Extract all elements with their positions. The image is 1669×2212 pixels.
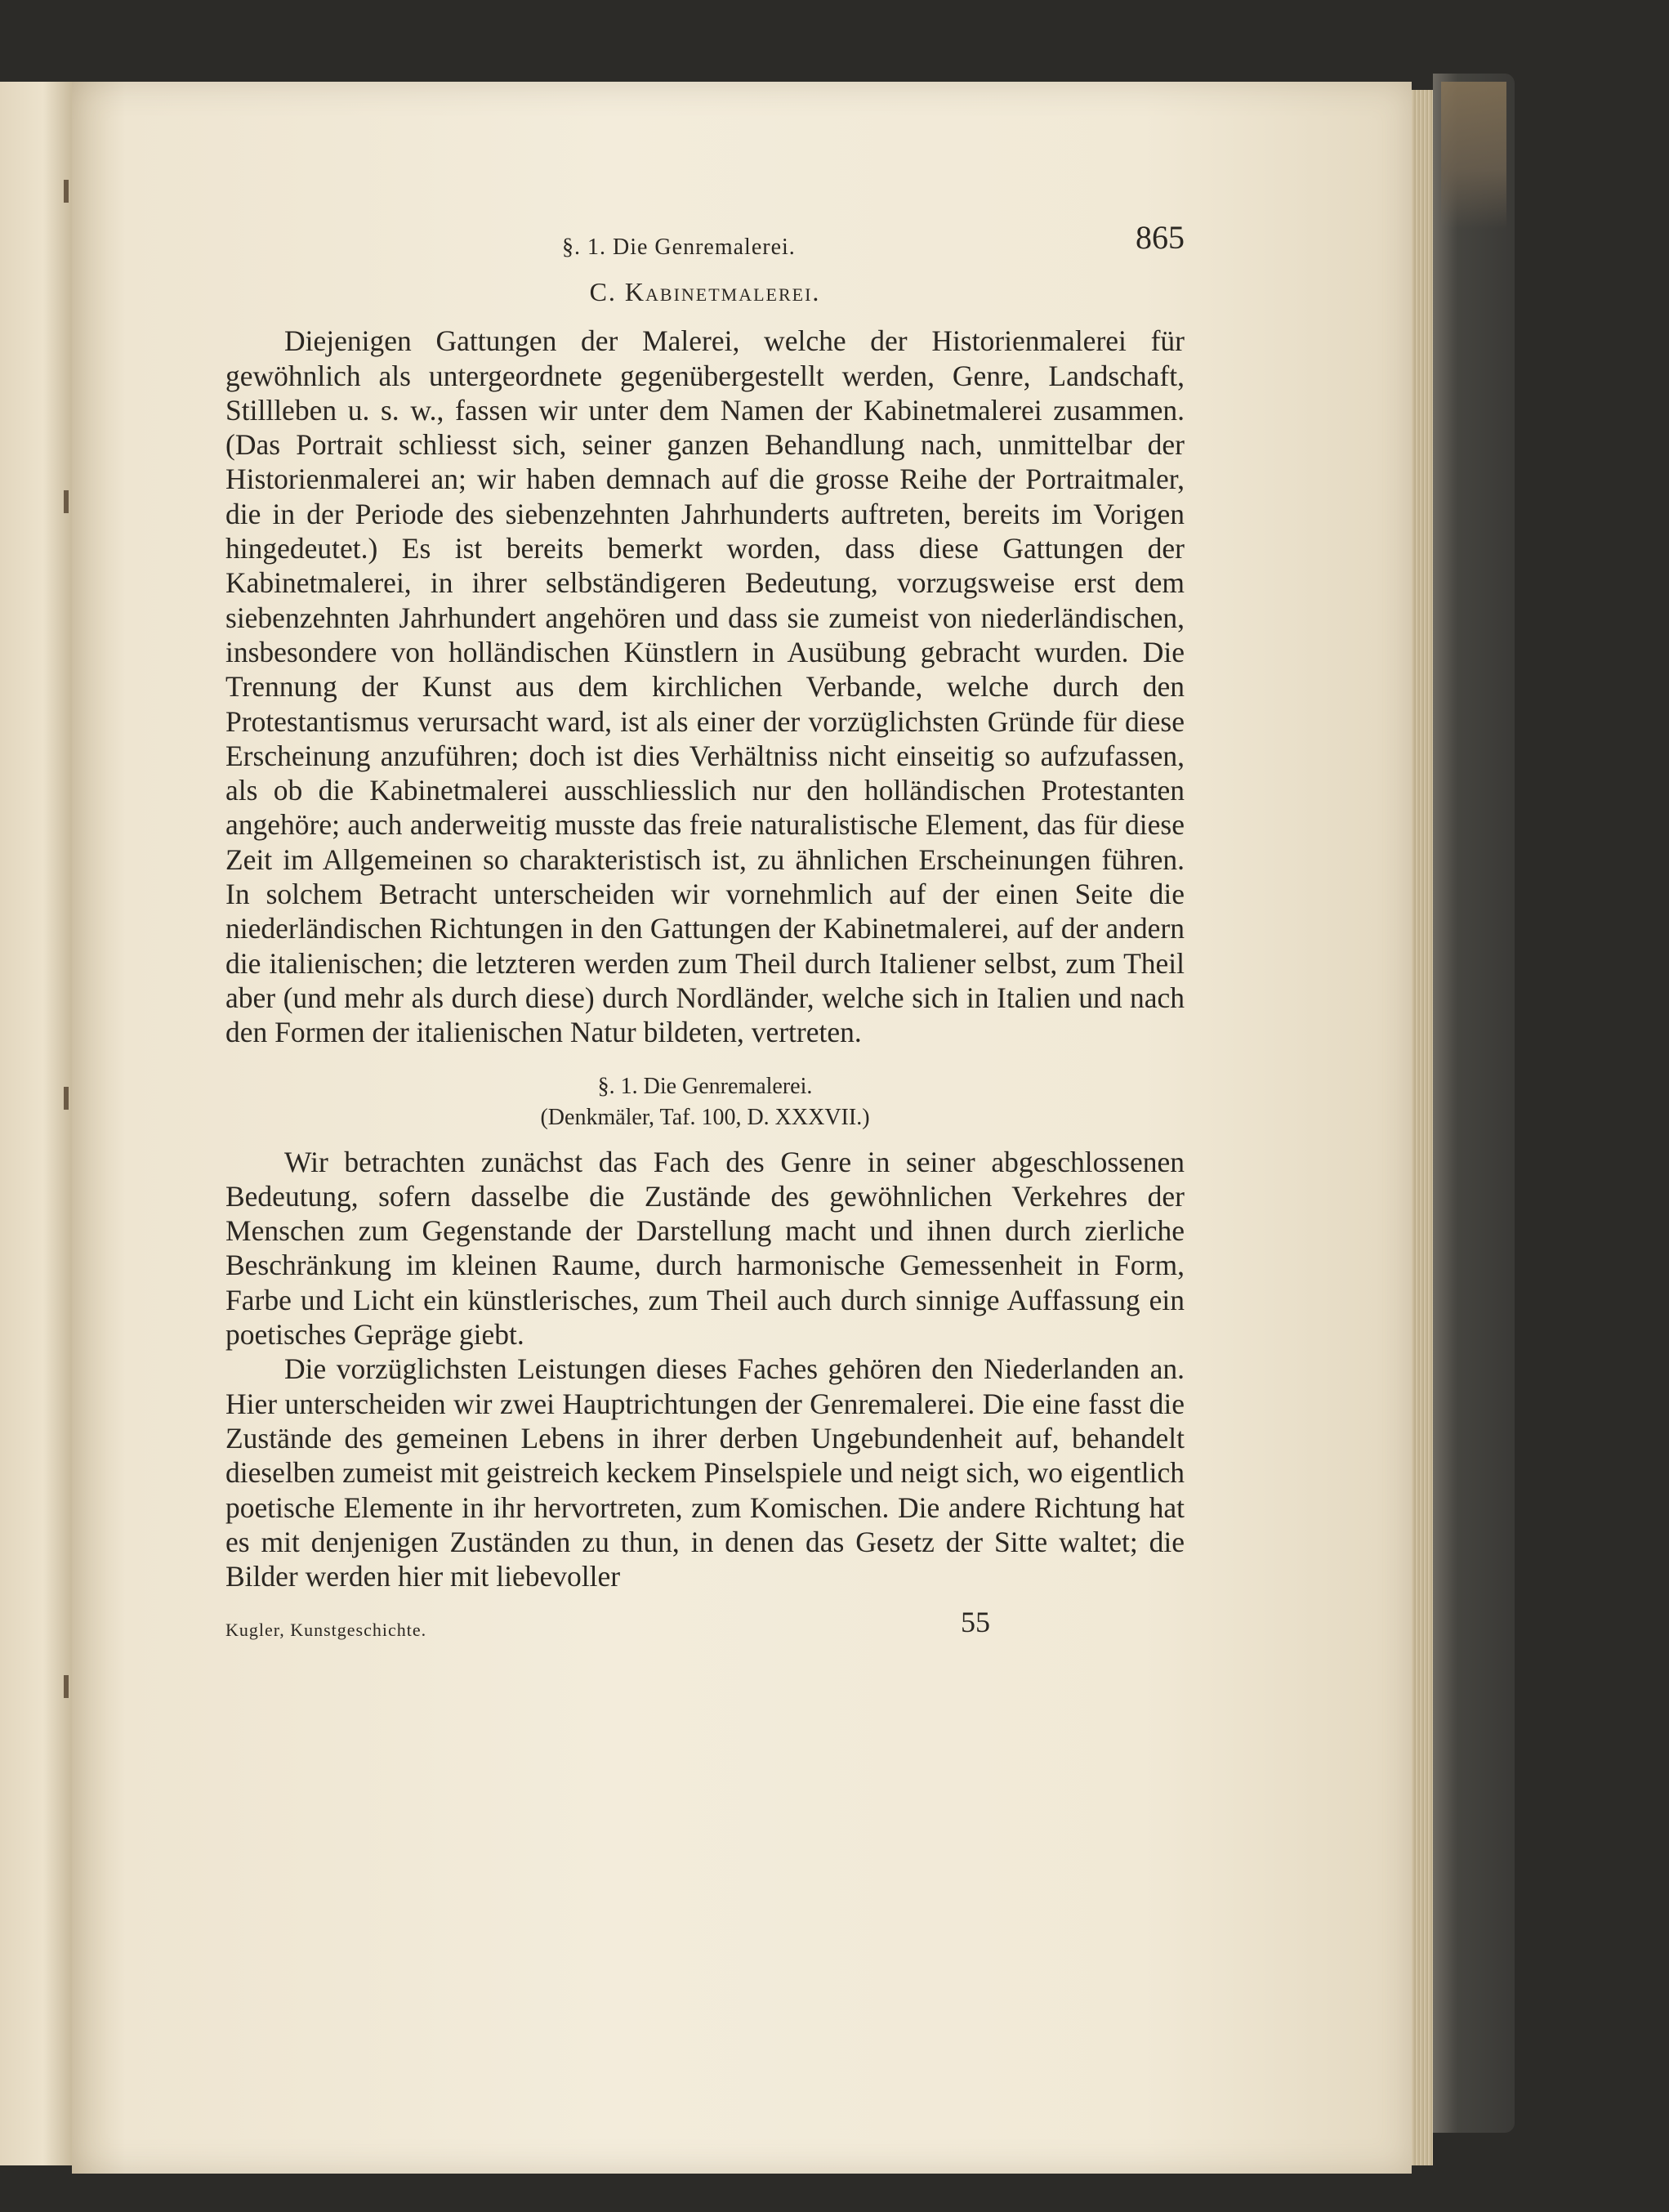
paragraph: Die vorzüglichsten Leistungen dieses Faches gehören den Niederlanden an. Hier unterscheiden wir zwei Hauptrichtungen der Genremalerei. Die eine fasst die Zustände des gemeinen Lebens in ihrer derben Ungebundenheit auf, behandelt dieselben zumeist mit geistreich keckem Pinselspiele und neigt sich, wo eigentlich poetische Elemente in ihr hervortreten, zum Komischen. Die andere Richtung hat es mit denjenigen Zuständen zu thun, in denen das Gesetz der Sitte waltet; die Bilder werden hier mit liebevoller [225,1352,1185,1593]
paragraph: Diejenigen Gattungen der Malerei, welche der Historienmalerei für gewöhnlich als untergeordnete gegenübergestellt werden, Genre, Landschaft, Stillleben u. s. w., fassen wir unter dem Namen der Kabinetmalerei zusammen. (Das Portrait schliesst sich, seiner ganzen Behandlung nach, unmittelbar der Historienmalerei an; wir haben demnach auf die grosse Reihe der Portraitmaler, die in der Periode des siebenzehnten Jahrhunderts auftreten, bereits im Vorigen hingedeutet.) Es ist bereits bemerkt worden, dass diese Gattungen der Kabinetmalerei, in ihrer selbständigeren Bedeutung, vorzugsweise erst dem siebenzehnten Jahrhundert angehören und dass sie zumeist von niederländischen, insbesondere von holländischen Künstlern in Ausübung gebracht wurden. Die Trennung der Kunst aus dem kirchlichen Verbande, welche durch den Protestantismus verursacht ward, ist als einer der vorzüglichsten Gründe für diese Erscheinung anzuführen; doch ist dies Verhältniss nicht einseitig so aufzufassen, als ob die Kabinetmalerei ausschliesslich nur den holländischen Protestanten angehöre; auch anderweitig musste das freie naturalistische Element, das für diese Zeit im Allgemeinen so charakteristisch ist, zu ähnlichen Erscheinungen führen. In solchem Betracht unterscheiden wir vornehmlich auf der einen Seite die niederländischen Richtungen in den Gattungen der Kabinetmalerei, auf der andern die italienischen; die letzteren werden zum Theil durch Italiener selbst, zum Theil aber (und mehr als durch diese) durch Nordländer, welche sich in Italien und nach den Formen der italienischen Natur bildeten, vertreten. [225,324,1185,1049]
subsection-reference: (Denkmäler, Taf. 100, D. XXXVII.) [540,1104,870,1130]
cover-wear [1441,82,1506,229]
subsection-title: §. 1. Die Genremalerei. [597,1073,813,1099]
page-mark [64,490,69,513]
sheet-number: 55 [961,1606,990,1639]
page-mark [64,1675,69,1698]
page-mark [64,180,69,203]
page-number: 865 [1136,219,1185,256]
paragraph: Wir betrachten zunächst das Fach des Genre in seiner abgeschlossenen Bedeutung, sofern dasselbe die Zustände des gewöhnlichen Verkehres der Menschen zum Gegenstande der Darstellung macht und ihnen durch zierliche Beschränkung im kleinen Raume, durch harmonische Gemessenheit in Form, Farbe und Licht ein künstlerisches, zum Theil auch durch sinnige Auffassung ein poetisches Gepräge giebt. [225,1145,1185,1352]
page-mark [64,1087,69,1110]
page-footer [225,1602,1185,1651]
page-stack-edge [1412,90,1433,2165]
running-head-title: §. 1. Die Genremalerei. [562,235,796,260]
section-title [225,275,1185,309]
text-block [225,221,1185,1651]
facing-page-edge [0,82,74,2165]
subsection-heading [225,1071,1185,1133]
section-prefix: C. [589,277,617,306]
running-head [225,221,1185,270]
printer-signature: Kugler, Kunstgeschichte. [225,1620,427,1641]
section-title-text: Kabinetmalerei. [624,277,821,306]
book-cover [1433,74,1515,2133]
